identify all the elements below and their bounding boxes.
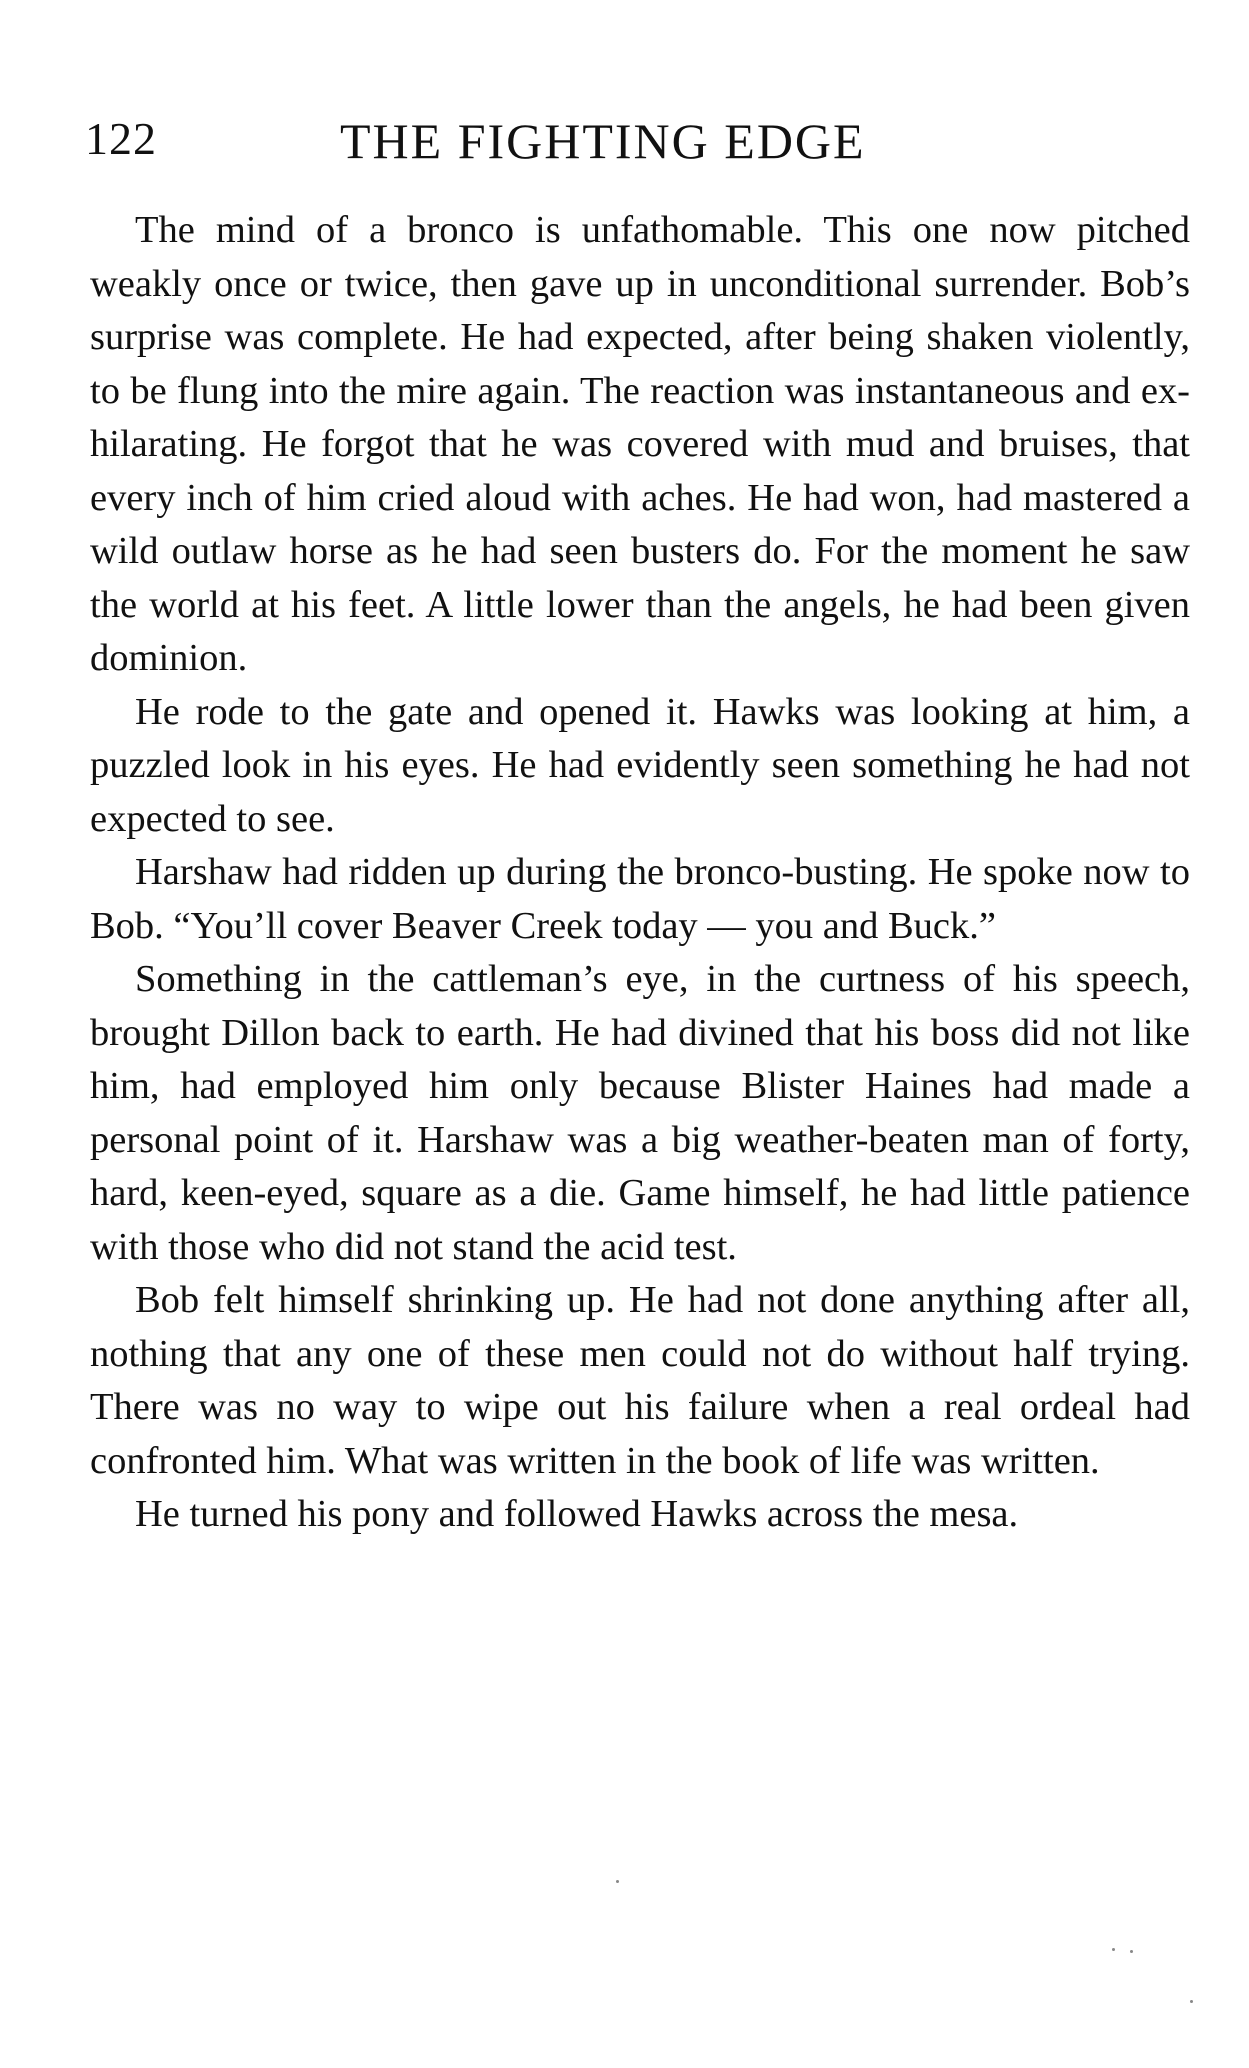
paragraph: Harshaw had ridden up during the bronco-busting. He spoke now to Bob. “You’ll cover Beaver Creek today — you and Buck.” bbox=[90, 851, 1190, 947]
paragraph: The mind of a bronco is unfathomable. This one now pitched weakly once or twice, then gave up in unconditional surrender. Bob’s surprise was complete. He had expected, after being shaken violently, to be flung into the mire again. The reaction was instantaneous and exhilarating. He forgot that he was covered with mud and bruises, that every inch of him cried aloud with aches. He had won, had mastered a wild outlaw horse as he had seen busters do. For the moment he saw the world at his feet. A little lower than the angels, he had been given dominion. bbox=[90, 209, 1190, 679]
page-number: 122 bbox=[85, 113, 157, 164]
paragraph: Bob felt himself shrinking up. He had not done anything after all, nothing that any one of these men could not do without half trying. There was no way to wipe out his failure when a real ordeal had confronted him. What was written in the book of life was written. bbox=[90, 1279, 1190, 1482]
running-header bbox=[85, 112, 1185, 182]
paragraph: He rode to the gate and opened it. Hawks was looking at him, a puzzled look in his eyes. He had evidently seen something he had not expected to see. bbox=[90, 690, 1190, 840]
book-title: THE FIGHTING EDGE bbox=[340, 113, 866, 169]
paper-speck bbox=[1130, 1950, 1133, 1953]
paper-speck bbox=[616, 1880, 619, 1883]
paragraph: Something in the cattleman’s eye, in the curtness of his speech, brought Dillon back to earth. He had divined that his boss did not like him, had employed him only because Blister Haines had made a personal point of it. Harshaw was a big weather-beaten man of forty, hard, keen-eyed, square as a die. Game himself, he had little patience with those who did not stand the acid test. bbox=[90, 958, 1190, 1268]
paragraph: He turned his pony and followed Hawks across the mesa. bbox=[135, 1493, 1019, 1535]
paper-speck bbox=[1190, 2000, 1193, 2003]
paper-speck bbox=[1112, 1948, 1115, 1951]
body-text bbox=[90, 204, 1190, 1542]
